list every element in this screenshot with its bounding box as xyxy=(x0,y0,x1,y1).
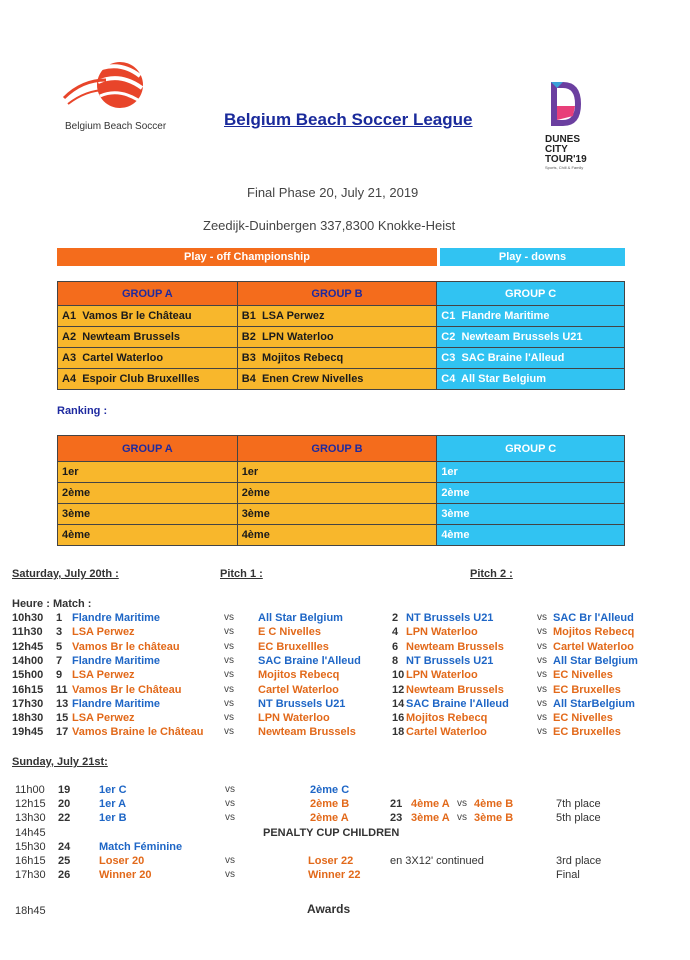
match-number: 26 xyxy=(58,869,71,882)
match-row xyxy=(12,683,682,697)
vs-label: vs xyxy=(225,869,235,881)
vs-label: vs xyxy=(224,654,234,666)
team-a: Loser 20 xyxy=(99,855,145,867)
home-team: Vamos Br le château xyxy=(72,640,180,653)
vs-label: vs xyxy=(224,626,234,638)
away-team: Newteam Brussels xyxy=(258,726,356,739)
group-a-header: GROUP A xyxy=(58,282,238,306)
match-row xyxy=(12,697,682,711)
home-team: NT Brussels U21 xyxy=(406,612,494,624)
org-name: Belgium Beach Soccer xyxy=(65,121,167,132)
pitch-2-heading: Pitch 2 : xyxy=(470,568,513,580)
sunday-row xyxy=(15,826,675,840)
match-number: 22 xyxy=(58,812,71,825)
groups-table xyxy=(57,281,625,390)
match-row xyxy=(12,654,682,668)
ranking-cell: 1er xyxy=(58,462,238,483)
ranking-cell: 2ème xyxy=(437,483,625,504)
team-b: 2ème B xyxy=(310,798,350,811)
vs-label: vs xyxy=(224,640,234,652)
event-address: Zeedijk-Duinbergen 337,8300 Knokke-Heist xyxy=(203,218,456,233)
schedule-column-header: Heure : Match : xyxy=(12,598,92,610)
match-number: 9 xyxy=(56,669,63,682)
home-team: Flandre Maritime xyxy=(72,697,161,710)
page-title: Belgium Beach Soccer League xyxy=(224,110,473,129)
event-date: Final Phase 20, July 21, 2019 xyxy=(247,185,419,200)
note: en 3X12' continued xyxy=(390,855,484,867)
match-number: 19 xyxy=(58,784,71,796)
place-label: 7th place xyxy=(556,798,601,811)
group-b-team: B3 Mojitos Rebecq xyxy=(237,348,437,369)
ranking-cell: 3ème xyxy=(437,504,625,525)
sunday-row xyxy=(15,840,675,854)
dunes-d-icon xyxy=(545,78,585,130)
away-team: Mojitos Rebecq xyxy=(553,626,635,639)
team-a: Match Féminine xyxy=(99,840,183,853)
match-time: 17h30 xyxy=(15,869,46,882)
team-b: Winner 22 xyxy=(308,869,361,882)
sunday-heading: Sunday, July 21st: xyxy=(12,756,108,768)
match-time: 17h30 xyxy=(12,697,44,710)
match-number: 4 xyxy=(392,626,399,639)
group-c-team: C4 All Star Belgium xyxy=(437,369,625,390)
home-team: Mojitos Rebecq xyxy=(406,712,488,725)
group-a-team: A1 Vamos Br le Château xyxy=(58,306,238,327)
group-b-team: B4 Enen Crew Nivelles xyxy=(237,369,437,390)
match-time: 11h30 xyxy=(12,626,43,639)
saturday-heading: Saturday, July 20th : xyxy=(12,568,119,580)
group-c-team: C3 SAC Braine l'Alleud xyxy=(437,348,625,369)
away-team: EC Bruxelles xyxy=(553,726,621,739)
vs-label: vs xyxy=(224,669,234,681)
vs-label: vs xyxy=(537,612,547,623)
home-team: LSA Perwez xyxy=(72,712,135,725)
vs-label: vs xyxy=(224,712,234,724)
match-number: 14 xyxy=(392,697,405,710)
match-number: 6 xyxy=(392,640,399,653)
match-number: 7 xyxy=(56,654,63,667)
match-number: 1 xyxy=(56,612,63,624)
match-time: 14h45 xyxy=(15,826,46,839)
match-time: 19h45 xyxy=(12,726,44,739)
home-team: LSA Perwez xyxy=(72,669,135,682)
away-team: E C Nivelles xyxy=(258,626,321,639)
team-a: 1er C xyxy=(99,784,127,796)
match-number: 8 xyxy=(392,654,399,667)
group-a-team: A4 Espoir Club Bruxellles xyxy=(58,369,238,390)
home-team: LPN Waterloo xyxy=(406,669,478,682)
match-time: 12h45 xyxy=(12,640,44,653)
away-team: SAC Br l'Alleud xyxy=(553,612,634,624)
home-team: Newteam Brussels xyxy=(406,683,504,696)
sponsor-sub: Sports, Chill & Family xyxy=(545,165,584,170)
team-b: 2ème C xyxy=(310,784,350,796)
group-a-team: A3 Cartel Waterloo xyxy=(58,348,238,369)
group-a-team: A2 Newteam Brussels xyxy=(58,327,238,348)
match-time: 12h15 xyxy=(15,798,46,811)
away-team: All StarBelgium xyxy=(553,697,635,710)
match-number: 3 xyxy=(56,626,63,639)
ranking-cell: 1er xyxy=(437,462,625,483)
sunday-row xyxy=(15,868,675,882)
team-b: 2ème A xyxy=(310,812,349,825)
home-team: Vamos Braine le Château xyxy=(72,726,204,739)
match-number: 20 xyxy=(58,798,71,811)
match-number: 24 xyxy=(58,840,71,853)
group-c-team: C1 Flandre Maritime xyxy=(437,306,625,327)
home-team: SAC Braine l'Alleud xyxy=(406,697,509,710)
away-team: Cartel Waterloo xyxy=(258,683,339,696)
ranking-cell: 3ème xyxy=(58,504,238,525)
match-number: 17 xyxy=(56,726,69,739)
group-b-header: GROUP B xyxy=(237,282,437,306)
match-row xyxy=(12,611,682,625)
vs-label: vs xyxy=(537,654,547,666)
place-label: 3rd place xyxy=(556,855,602,867)
belgium-beach-soccer-logo xyxy=(62,58,152,116)
sunday-row xyxy=(15,783,675,797)
away-team: EC Nivelles xyxy=(553,712,613,725)
home-team: Flandre Maritime xyxy=(72,654,161,667)
vs-label: vs xyxy=(224,726,234,738)
match-row xyxy=(12,725,682,739)
sponsor-line-3: TOUR'19 xyxy=(545,154,587,165)
sponsor-line-1: DUNES xyxy=(545,134,581,145)
match-time: 18h30 xyxy=(12,712,44,725)
ranking-cell: 2ème xyxy=(237,483,437,504)
match-time: 16h15 xyxy=(12,683,44,696)
sponsor-line-2: CITY xyxy=(545,144,568,155)
ranking-table xyxy=(57,435,625,546)
match-number: 10 xyxy=(392,669,405,682)
group-c-team: C2 Newteam Brussels U21 xyxy=(437,327,625,348)
match-time: 15h30 xyxy=(15,840,46,853)
team-a: 1er B xyxy=(99,812,127,825)
vs-label: vs xyxy=(457,798,467,810)
vs-label: vs xyxy=(225,812,235,824)
match-number: 18 xyxy=(392,726,405,739)
vs-label: vs xyxy=(224,683,234,695)
away-team: EC Nivelles xyxy=(553,669,613,682)
match-row xyxy=(12,640,682,654)
match-number: 16 xyxy=(392,712,405,725)
home-team: Cartel Waterloo xyxy=(406,726,487,739)
vs-label: vs xyxy=(537,640,547,652)
match-time: 16h15 xyxy=(15,855,46,867)
team-d: 4ème B xyxy=(474,798,514,811)
match-number: 25 xyxy=(58,855,71,867)
vs-label: vs xyxy=(537,683,547,695)
ranking-cell: 1er xyxy=(237,462,437,483)
vs-label: vs xyxy=(537,726,547,738)
home-team: LSA Perwez xyxy=(72,626,135,639)
match-row xyxy=(12,711,682,725)
away-team: LPN Waterloo xyxy=(258,712,330,725)
group-c-header: GROUP C xyxy=(437,282,625,306)
home-team: LPN Waterloo xyxy=(406,626,478,639)
home-team: Vamos Br le Château xyxy=(72,683,182,696)
group-b-team: B1 LSA Perwez xyxy=(237,306,437,327)
vs-label: vs xyxy=(225,798,235,810)
ranking-group-b-header: GROUP B xyxy=(237,436,437,462)
ranking-cell: 3ème xyxy=(237,504,437,525)
dunes-city-tour-logo xyxy=(545,78,595,170)
match-row xyxy=(12,625,682,639)
place-label: 5th place xyxy=(556,812,601,825)
match-number: 11 xyxy=(56,683,68,696)
vs-label: vs xyxy=(537,669,547,681)
team-a: 1er A xyxy=(99,798,127,811)
away-team: SAC Braine l'Alleud xyxy=(258,654,361,667)
away-team: NT Brussels U21 xyxy=(258,697,346,710)
match-time: 13h30 xyxy=(15,812,46,825)
team-c: 3ème A xyxy=(411,812,450,825)
awards-label: Awards xyxy=(307,902,351,916)
vs-label: vs xyxy=(457,812,467,824)
ranking-cell: 2ème xyxy=(58,483,238,504)
team-b: Loser 22 xyxy=(308,855,354,867)
ranking-cell: 4ème xyxy=(437,525,625,546)
ranking-label: Ranking : xyxy=(57,405,108,417)
match-time: 15h00 xyxy=(12,669,44,682)
match-time: 11h00 xyxy=(15,784,45,796)
vs-label: vs xyxy=(225,855,235,866)
team-a: Winner 20 xyxy=(99,869,152,882)
match-number: 21 xyxy=(390,798,403,811)
away-team: All Star Belgium xyxy=(258,612,343,624)
ranking-group-a-header: GROUP A xyxy=(58,436,238,462)
match-number: 15 xyxy=(56,712,69,725)
match-number: 23 xyxy=(390,812,403,825)
playoff-bar: Play - off Championship xyxy=(57,248,437,266)
home-team: Flandre Maritime xyxy=(72,612,161,624)
vs-label: vs xyxy=(224,612,234,623)
place-label: Final xyxy=(556,869,580,882)
group-b-team: B2 LPN Waterloo xyxy=(237,327,437,348)
vs-label: vs xyxy=(537,712,547,724)
match-number: 12 xyxy=(392,683,405,696)
match-number: 5 xyxy=(56,640,63,653)
vs-label: vs xyxy=(537,626,547,638)
match-number: 2 xyxy=(392,612,399,624)
home-team: NT Brussels U21 xyxy=(406,654,494,667)
match-time: 14h00 xyxy=(12,654,44,667)
pitch-1-heading: Pitch 1 : xyxy=(220,568,263,580)
away-team: EC Bruxelles xyxy=(553,683,621,696)
ranking-cell: 4ème xyxy=(237,525,437,546)
team-c: 4ème A xyxy=(411,798,450,811)
match-row xyxy=(12,668,682,682)
match-time: 10h30 xyxy=(12,612,44,624)
ranking-cell: 4ème xyxy=(58,525,238,546)
ranking-group-c-header: GROUP C xyxy=(437,436,625,462)
vs-label: vs xyxy=(225,784,235,795)
vs-label: vs xyxy=(537,697,547,709)
match-number: 13 xyxy=(56,697,69,710)
team-d: 3ème B xyxy=(474,812,514,825)
home-team: Newteam Brussels xyxy=(406,640,504,653)
awards-time: 18h45 xyxy=(15,905,46,917)
away-team: Mojitos Rebecq xyxy=(258,669,340,682)
sunday-row xyxy=(15,811,675,825)
away-team: EC Bruxellles xyxy=(258,640,329,653)
penalty-cup-label: PENALTY CUP CHILDREN xyxy=(263,826,400,839)
sunday-row xyxy=(15,797,675,811)
away-team: Cartel Waterloo xyxy=(553,640,634,653)
sunday-row xyxy=(15,854,675,868)
playdowns-bar: Play - downs xyxy=(440,248,625,266)
vs-label: vs xyxy=(224,697,234,709)
away-team: All Star Belgium xyxy=(553,654,638,667)
